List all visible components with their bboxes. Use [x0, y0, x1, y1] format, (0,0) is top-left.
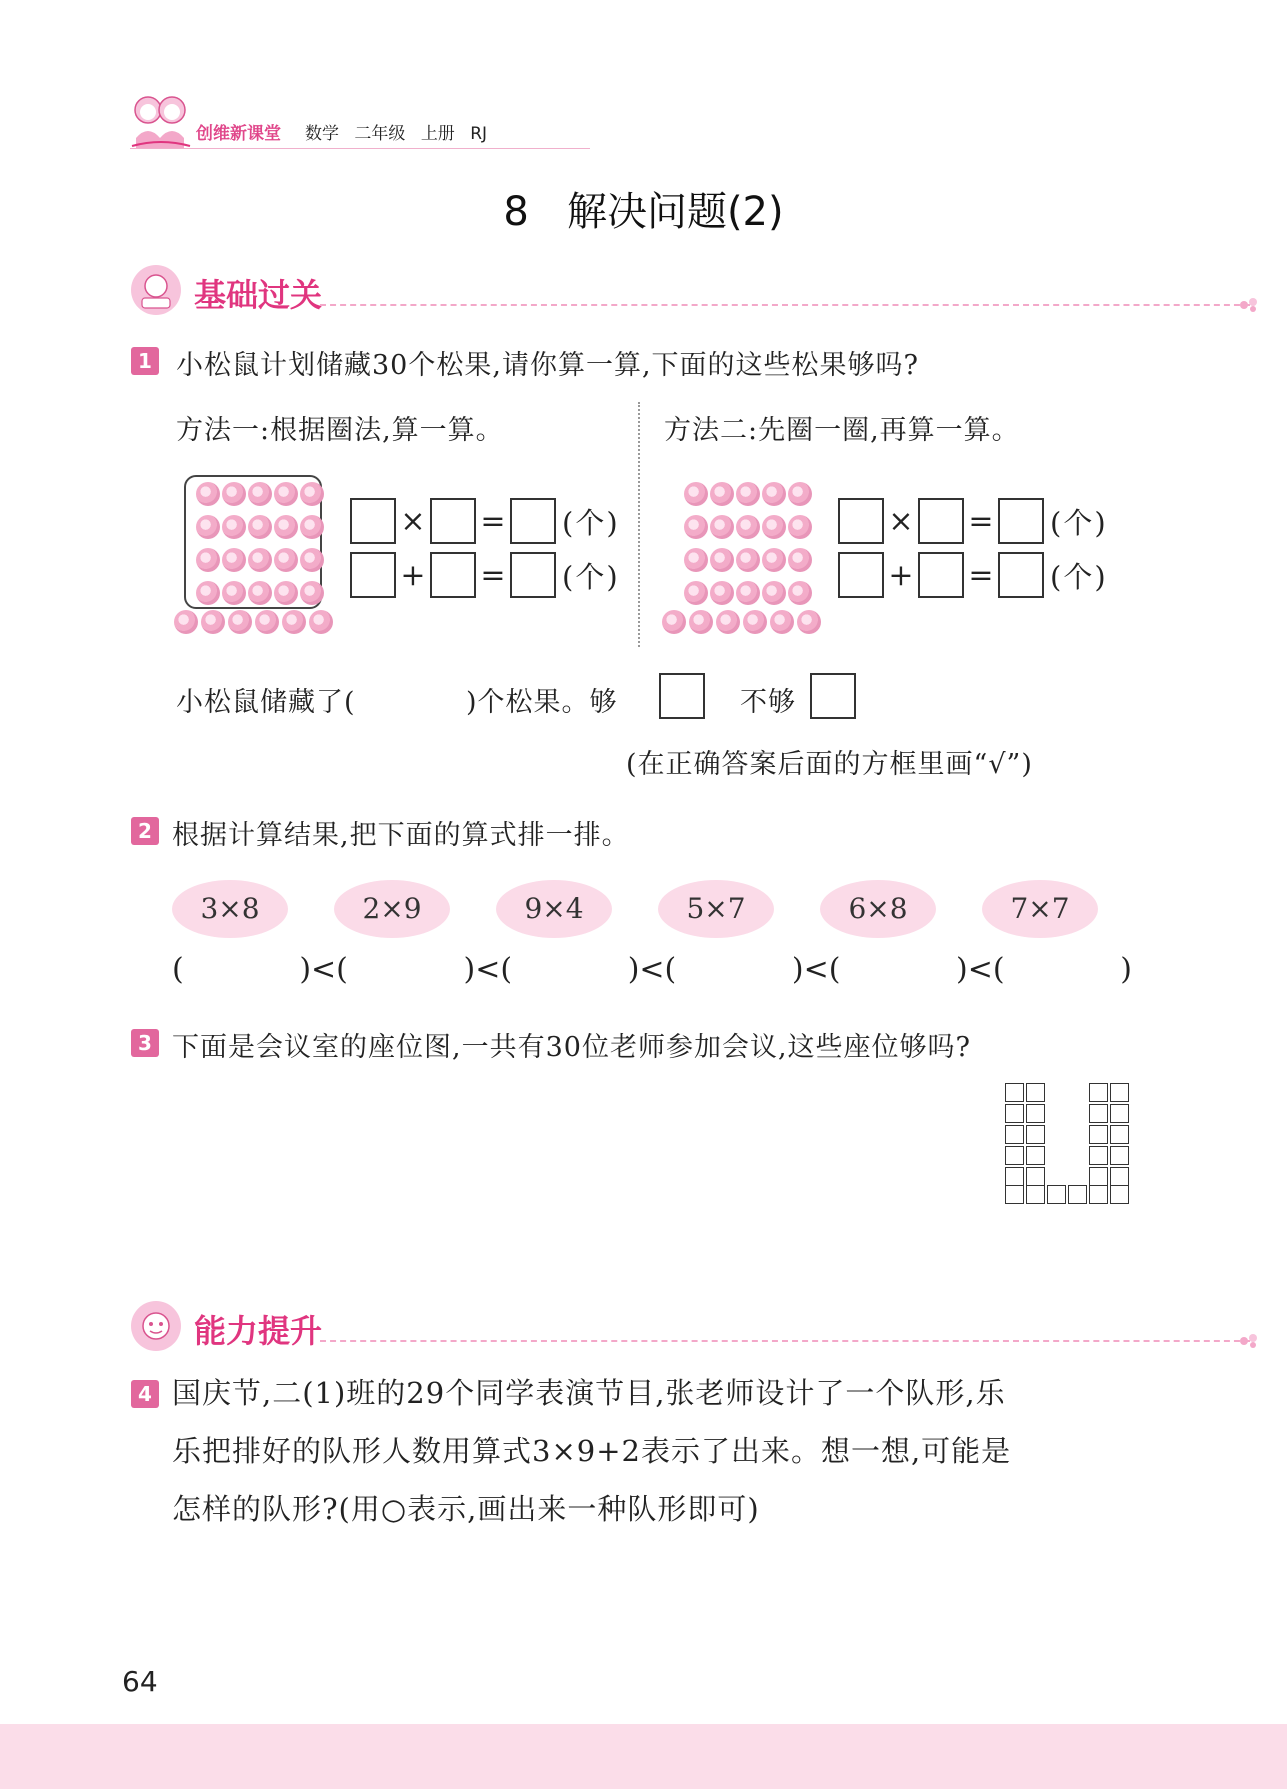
seat: [1005, 1167, 1024, 1186]
pinecone-icon: [274, 482, 298, 506]
seat: [1005, 1125, 1024, 1144]
check-hint: (在正确答案后面的方框里画“√”): [626, 749, 1033, 780]
unit-label: (个): [1050, 559, 1108, 594]
pinecone-icon: [710, 581, 734, 605]
brand-name: 创维新课堂: [196, 124, 281, 144]
equation-add-2: [838, 552, 1108, 598]
equation-add-1: [350, 552, 620, 598]
method-divider: [638, 402, 640, 647]
section-title-basic: 基础过关: [194, 276, 323, 314]
enough-checkbox[interactable]: [659, 673, 705, 719]
question-1-text: 小松鼠计划储藏30个松果,请你算一算,下面的这些松果够吗?: [176, 350, 919, 381]
footer-band: [0, 1724, 1287, 1789]
equation-multiply-2: [838, 498, 1108, 544]
equation-multiply-1: [350, 498, 620, 544]
question-4-line-2: 乐把排好的队形人数用算式3×9+2表示了出来。想一想,可能是: [172, 1434, 1012, 1468]
pinecone-icon: [222, 482, 246, 506]
order-part: (: [172, 952, 184, 987]
answer-box[interactable]: [430, 552, 476, 598]
pinecone-icon: [762, 548, 786, 572]
seat: [1026, 1104, 1045, 1123]
pinecone-icon: [196, 515, 220, 539]
pinecone-icon: [255, 610, 279, 634]
pinecone-icon: [228, 610, 252, 634]
answer-box[interactable]: [838, 552, 884, 598]
answer-box[interactable]: [918, 552, 964, 598]
pinecone-icon: [716, 610, 740, 634]
pinecone-icon: [788, 482, 812, 506]
seat: [1047, 1185, 1066, 1204]
expression-cloud-4: 5×7: [658, 880, 774, 938]
equals-sign: =: [968, 557, 994, 593]
pinecone-row-extra: [662, 610, 821, 634]
question-number-3: 3: [131, 1029, 159, 1057]
seat: [1089, 1125, 1108, 1144]
expression-cloud-6: 7×7: [982, 880, 1098, 938]
pinecone-icon: [248, 581, 272, 605]
seat: [1026, 1125, 1045, 1144]
pinecone-icon: [222, 548, 246, 572]
question-4-line-1: 国庆节,二(1)班的29个同学表演节目,张老师设计了一个队形,乐: [172, 1376, 1006, 1410]
seat: [1005, 1104, 1024, 1123]
seat: [1089, 1083, 1108, 1102]
section-divider: [320, 304, 1250, 306]
question-4-line-3: 怎样的队形?(用○表示,画出来一种队形即可): [172, 1492, 760, 1526]
seat: [1026, 1167, 1045, 1186]
question-number-4: 4: [131, 1380, 159, 1408]
not-enough-label: 不够: [740, 687, 796, 718]
pinecone-icon: [736, 581, 760, 605]
pinecone-icon: [274, 548, 298, 572]
order-part: )<(: [791, 952, 841, 987]
plus-sign: +: [888, 557, 914, 593]
pinecone-icon: [770, 610, 794, 634]
pinecone-icon: [743, 610, 767, 634]
pinecone-icon: [300, 581, 324, 605]
pinecone-icon: [201, 610, 225, 634]
section-divider: [320, 1340, 1250, 1342]
expression-cloud-3: 9×4: [496, 880, 612, 938]
equals-sign: =: [480, 503, 506, 539]
question-number-2: 2: [131, 817, 159, 845]
answer-box[interactable]: [350, 552, 396, 598]
pinecone-icon: [684, 482, 708, 506]
pinecone-icon: [710, 482, 734, 506]
monkey-mascot-icon: [130, 1300, 182, 1352]
pinecone-icon: [274, 581, 298, 605]
pinecone-icon: [762, 581, 786, 605]
seat: [1026, 1185, 1045, 1204]
section-header-advanced: [130, 1300, 1130, 1360]
answer-box[interactable]: [838, 498, 884, 544]
seat: [1110, 1083, 1129, 1102]
unit-label: (个): [562, 505, 620, 540]
pinecone-icon: [736, 548, 760, 572]
pinecone-icon: [248, 548, 272, 572]
pinecone-icon: [222, 515, 246, 539]
page-title: 8 解决问题(2): [503, 189, 784, 235]
subject-label: 数学: [305, 124, 339, 144]
pinecone-icon: [788, 515, 812, 539]
pinecone-icon: [762, 482, 786, 506]
pinecone-row-extra: [174, 610, 333, 634]
method-two-label: 方法二:先圈一圈,再算一算。: [664, 415, 1020, 446]
question-2-text: 根据计算结果,把下面的算式排一排。: [172, 820, 630, 851]
pinecone-icon: [710, 548, 734, 572]
seat: [1089, 1146, 1108, 1165]
pinecone-icon: [710, 515, 734, 539]
ordering-blanks[interactable]: [172, 952, 1132, 987]
seat: [1005, 1083, 1024, 1102]
mascot-icon: [130, 264, 182, 316]
seat: [1005, 1146, 1024, 1165]
pinecone-icon: [788, 548, 812, 572]
book-meta: [305, 119, 497, 144]
pinecone-icon: [196, 548, 220, 572]
flower-dots-icon: [1238, 294, 1260, 316]
pinecone-icon: [282, 610, 306, 634]
pinecone-icon: [762, 515, 786, 539]
pinecone-icon: [300, 515, 324, 539]
seat: [1005, 1185, 1024, 1204]
seat: [1026, 1146, 1045, 1165]
order-part: )<(: [956, 952, 1005, 987]
section-header-basic: [130, 264, 1130, 324]
answer-box[interactable]: [510, 552, 556, 598]
edition-label: RJ: [470, 124, 488, 144]
pinecone-icon: [300, 548, 324, 572]
pinecone-icon: [689, 610, 713, 634]
times-sign: ×: [400, 503, 426, 539]
pinecone-icon: [684, 581, 708, 605]
pinecone-icon: [662, 610, 686, 634]
question-3-text: 下面是会议室的座位图,一共有30位老师参加会议,这些座位够吗?: [172, 1032, 971, 1063]
pinecone-icon: [174, 610, 198, 634]
pinecone-icon: [797, 610, 821, 634]
answer-suffix: )个松果。够: [466, 687, 618, 718]
order-part: )<(: [627, 952, 677, 987]
plus-sign: +: [400, 557, 426, 593]
question-4-text: [172, 1364, 1132, 1538]
page-number: 64: [122, 1665, 158, 1698]
seat: [1089, 1104, 1108, 1123]
pinecone-icon: [300, 482, 324, 506]
volume-label: 上册: [420, 124, 455, 144]
seat-column-right: [1089, 1083, 1129, 1186]
answer-box[interactable]: [430, 498, 476, 544]
expression-cloud-1: 3×8: [172, 880, 288, 938]
equals-sign: =: [480, 557, 506, 593]
answer-prefix: 小松鼠储藏了(: [176, 687, 356, 718]
pinecone-icon: [309, 610, 333, 634]
pinecone-icon: [248, 482, 272, 506]
pinecone-icon: [196, 482, 220, 506]
pinecone-grid-uncircled: [684, 482, 811, 605]
pinecone-icon: [736, 482, 760, 506]
pinecone-icon: [222, 581, 246, 605]
section-title-advanced: 能力提升: [194, 1312, 323, 1350]
expression-cloud-5: 6×8: [820, 880, 936, 938]
flower-dots-icon: [1238, 1330, 1260, 1352]
answer-box[interactable]: [998, 552, 1044, 598]
seat-column-left: [1005, 1083, 1045, 1186]
pinecone-icon: [196, 581, 220, 605]
order-part: ): [1120, 952, 1132, 987]
answer-box[interactable]: [510, 498, 556, 544]
seat: [1068, 1185, 1087, 1204]
unit-label: (个): [1050, 505, 1108, 540]
unit-label: (个): [562, 559, 620, 594]
seat: [1110, 1185, 1129, 1204]
question-number-1: 1: [131, 347, 159, 375]
mascot-kids-logo: [128, 88, 194, 154]
answer-box[interactable]: [350, 498, 396, 544]
not-enough-checkbox[interactable]: [810, 673, 856, 719]
seat: [1110, 1125, 1129, 1144]
times-sign: ×: [888, 503, 914, 539]
seat-row-bottom: [1005, 1185, 1129, 1204]
answer-box[interactable]: [998, 498, 1044, 544]
pinecone-grid-circled: [196, 482, 323, 605]
expression-cloud-2: 2×9: [334, 880, 450, 938]
grade-label: 二年级: [354, 124, 406, 144]
order-part: )<(: [463, 952, 513, 987]
pinecone-icon: [248, 515, 272, 539]
answer-box[interactable]: [918, 498, 964, 544]
pinecone-icon: [684, 548, 708, 572]
pinecone-icon: [788, 581, 812, 605]
seat: [1089, 1185, 1108, 1204]
pinecone-icon: [684, 515, 708, 539]
seat: [1110, 1104, 1129, 1123]
method-one-label: 方法一:根据圈法,算一算。: [176, 415, 504, 446]
equals-sign: =: [968, 503, 994, 539]
header-divider: [130, 148, 590, 149]
pinecone-icon: [274, 515, 298, 539]
seat: [1026, 1083, 1045, 1102]
seat: [1110, 1167, 1129, 1186]
pinecone-icon: [736, 515, 760, 539]
seat: [1089, 1167, 1108, 1186]
seat: [1110, 1146, 1129, 1165]
order-part: )<(: [299, 952, 348, 987]
